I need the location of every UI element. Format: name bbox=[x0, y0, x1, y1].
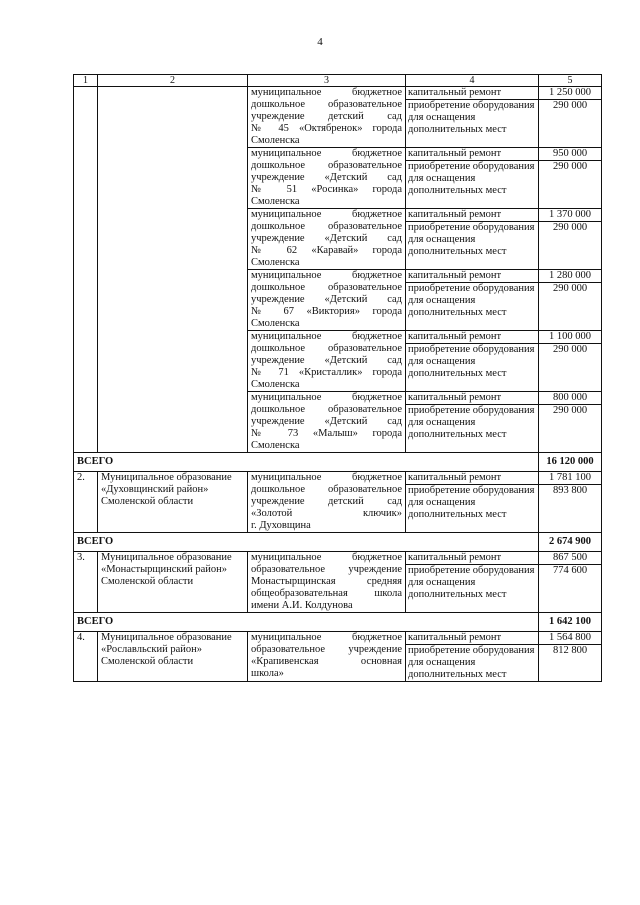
work-type-cell bbox=[406, 552, 539, 613]
total-label: ВСЕГО bbox=[74, 453, 539, 472]
header-cell: 4 bbox=[406, 75, 539, 87]
institution-line: Смоленска bbox=[251, 135, 300, 146]
institution-line: дошкольное образовательное bbox=[251, 404, 402, 415]
municipality-name bbox=[98, 87, 248, 453]
total-row bbox=[74, 453, 602, 472]
institution-line: дошкольное образовательное bbox=[251, 282, 402, 293]
institution-line: учреждение «Детский сад bbox=[251, 233, 402, 244]
work-type-repair: капитальный ремонт bbox=[406, 87, 538, 100]
amount-repair: 1 564 800 bbox=[539, 632, 601, 645]
institution-line: муниципальное бюджетное bbox=[251, 209, 402, 220]
institution-line: дошкольное образовательное bbox=[251, 160, 402, 171]
work-type-equipment: приобретение оборудования для оснащения дополнительных мест bbox=[408, 222, 535, 257]
institution-line: Смоленска bbox=[251, 379, 300, 390]
work-type-cell bbox=[406, 270, 539, 331]
institution-line: Смоленска bbox=[251, 196, 300, 207]
institution-line: учреждение «Детский сад bbox=[251, 172, 402, 183]
work-type-equipment: приобретение оборудования для оснащения дополнительных мест bbox=[408, 565, 535, 600]
header-cell: 1 bbox=[74, 75, 98, 87]
institution-line: № 45 «Октябренок» города bbox=[251, 123, 402, 134]
institution-name bbox=[248, 552, 406, 613]
institution-line: муниципальное бюджетное bbox=[251, 87, 402, 98]
institution-line: Смоленска bbox=[251, 440, 300, 451]
work-type-cell bbox=[406, 87, 539, 148]
institution-line: «Золотой ключик» bbox=[251, 508, 402, 519]
institution-line: дошкольное образовательное bbox=[251, 343, 402, 354]
row-number: 2. bbox=[74, 472, 98, 533]
amount-repair: 1 100 000 bbox=[539, 331, 601, 344]
institution-line: № 51 «Росинка» города bbox=[251, 184, 402, 195]
amount-cell bbox=[539, 209, 602, 270]
amount-repair: 1 781 100 bbox=[539, 472, 601, 485]
institution-line: имени А.И. Колдунова bbox=[251, 600, 353, 611]
amount-equipment: 290 000 bbox=[552, 100, 588, 111]
amount-cell bbox=[539, 392, 602, 453]
page-number: 4 bbox=[317, 36, 323, 48]
institution-line: учреждение «Детский сад bbox=[251, 294, 402, 305]
amount-repair: 867 500 bbox=[539, 552, 601, 565]
institution-line: дошкольное образовательное bbox=[251, 484, 402, 495]
work-type-repair: капитальный ремонт bbox=[406, 209, 538, 222]
work-type-repair: капитальный ремонт bbox=[406, 331, 538, 344]
institution-line: общеобразовательная школа bbox=[251, 588, 402, 599]
row-number bbox=[74, 87, 98, 453]
total-label: ВСЕГО bbox=[74, 533, 539, 552]
municipality-name: Муниципальное образование «Рославльский район» Смоленской области bbox=[98, 632, 248, 682]
amount-equipment: 290 000 bbox=[552, 283, 588, 294]
institution-line: муниципальное бюджетное bbox=[251, 632, 402, 643]
total-value: 2 674 900 bbox=[539, 533, 602, 552]
institution-line: муниципальное бюджетное bbox=[251, 148, 402, 159]
institution-line: № 73 «Малыш» города bbox=[251, 428, 402, 439]
work-type-equipment: приобретение оборудования для оснащения дополнительных мест bbox=[408, 344, 535, 379]
amount-equipment: 290 000 bbox=[552, 161, 588, 172]
header-cell: 2 bbox=[98, 75, 248, 87]
institution-line: образовательное учреждение bbox=[251, 564, 402, 575]
total-row bbox=[74, 613, 602, 632]
amount-cell bbox=[539, 472, 602, 533]
amount-equipment: 290 000 bbox=[552, 405, 588, 416]
amount-equipment: 774 600 bbox=[552, 565, 588, 576]
institution-line: муниципальное бюджетное bbox=[251, 392, 402, 403]
table-row bbox=[74, 472, 602, 533]
institution-line: муниципальное бюджетное bbox=[251, 270, 402, 281]
amount-equipment: 290 000 bbox=[552, 222, 588, 233]
work-type-equipment: приобретение оборудования для оснащения дополнительных мест bbox=[408, 485, 535, 520]
institution-line: учреждение «Детский сад bbox=[251, 416, 402, 427]
institution-line: № 62 «Каравай» города bbox=[251, 245, 402, 256]
table-row bbox=[74, 552, 602, 613]
work-type-cell bbox=[406, 209, 539, 270]
work-type-equipment: приобретение оборудования для оснащения дополнительных мест bbox=[408, 100, 535, 135]
amount-cell bbox=[539, 148, 602, 209]
amount-repair: 1 370 000 bbox=[539, 209, 601, 222]
total-value: 1 642 100 bbox=[539, 613, 602, 632]
work-type-repair: капитальный ремонт bbox=[406, 632, 538, 645]
work-type-cell bbox=[406, 331, 539, 392]
institution-line: № 67 «Виктория» города bbox=[251, 306, 402, 317]
amount-cell bbox=[539, 552, 602, 613]
municipality-name: Муниципальное образование «Монастырщинский район» Смоленской области bbox=[98, 552, 248, 613]
institution-line: г. Духовщина bbox=[251, 520, 311, 531]
amount-repair: 950 000 bbox=[539, 148, 601, 161]
institution-line: дошкольное образовательное bbox=[251, 99, 402, 110]
institution-name bbox=[248, 209, 406, 270]
row-number: 3. bbox=[74, 552, 98, 613]
institution-name bbox=[248, 270, 406, 331]
work-type-equipment: приобретение оборудования для оснащения дополнительных мест bbox=[408, 645, 535, 680]
institution-line: муниципальное бюджетное bbox=[251, 472, 402, 483]
institution-name bbox=[248, 392, 406, 453]
institution-line: учреждение детский сад bbox=[251, 496, 402, 507]
header-cell: 5 bbox=[539, 75, 602, 87]
amount-cell bbox=[539, 331, 602, 392]
institution-line: дошкольное образовательное bbox=[251, 221, 402, 232]
amount-cell bbox=[539, 87, 602, 148]
work-type-repair: капитальный ремонт bbox=[406, 392, 538, 405]
work-type-repair: капитальный ремонт bbox=[406, 148, 538, 161]
amount-repair: 1 250 000 bbox=[539, 87, 601, 100]
work-type-equipment: приобретение оборудования для оснащения дополнительных мест bbox=[408, 283, 535, 318]
institution-line: учреждение детский сад bbox=[251, 111, 402, 122]
work-type-cell bbox=[406, 148, 539, 209]
row-number: 4. bbox=[74, 632, 98, 682]
institution-line: № 71 «Кристаллик» города bbox=[251, 367, 402, 378]
institution-name bbox=[248, 632, 406, 682]
institution-line: образовательное учреждение bbox=[251, 644, 402, 655]
table-row bbox=[74, 632, 602, 682]
institution-name bbox=[248, 87, 406, 148]
institution-line: муниципальное бюджетное bbox=[251, 331, 402, 342]
amount-cell bbox=[539, 632, 602, 682]
amount-equipment: 290 000 bbox=[552, 344, 588, 355]
allocation-table bbox=[73, 74, 602, 682]
institution-name bbox=[248, 472, 406, 533]
work-type-equipment: приобретение оборудования для оснащения дополнительных мест bbox=[408, 161, 535, 196]
work-type-repair: капитальный ремонт bbox=[406, 472, 538, 485]
amount-equipment: 893 800 bbox=[552, 485, 588, 496]
amount-repair: 1 280 000 bbox=[539, 270, 601, 283]
institution-name bbox=[248, 331, 406, 392]
work-type-repair: капитальный ремонт bbox=[406, 552, 538, 565]
total-row bbox=[74, 533, 602, 552]
total-label: ВСЕГО bbox=[74, 613, 539, 632]
institution-line: учреждение «Детский сад bbox=[251, 355, 402, 366]
institution-line: школа» bbox=[251, 668, 284, 679]
work-type-cell bbox=[406, 392, 539, 453]
amount-cell bbox=[539, 270, 602, 331]
amount-equipment: 812 800 bbox=[552, 645, 588, 656]
institution-line: Смоленска bbox=[251, 318, 300, 329]
table-row bbox=[74, 87, 602, 148]
institution-line: Смоленска bbox=[251, 257, 300, 268]
work-type-equipment: приобретение оборудования для оснащения дополнительных мест bbox=[408, 405, 535, 440]
work-type-repair: капитальный ремонт bbox=[406, 270, 538, 283]
institution-line: «Крапивенская основная bbox=[251, 656, 402, 667]
total-value: 16 120 000 bbox=[539, 453, 602, 472]
work-type-cell bbox=[406, 632, 539, 682]
header-cell: 3 bbox=[248, 75, 406, 87]
work-type-cell bbox=[406, 472, 539, 533]
municipality-name: Муниципальное образование «Духовщинский район» Смоленской области bbox=[98, 472, 248, 533]
institution-line: Монастырщинская средняя bbox=[251, 576, 402, 587]
institution-line: муниципальное бюджетное bbox=[251, 552, 402, 563]
header-row bbox=[74, 75, 602, 87]
institution-name bbox=[248, 148, 406, 209]
amount-repair: 800 000 bbox=[539, 392, 601, 405]
